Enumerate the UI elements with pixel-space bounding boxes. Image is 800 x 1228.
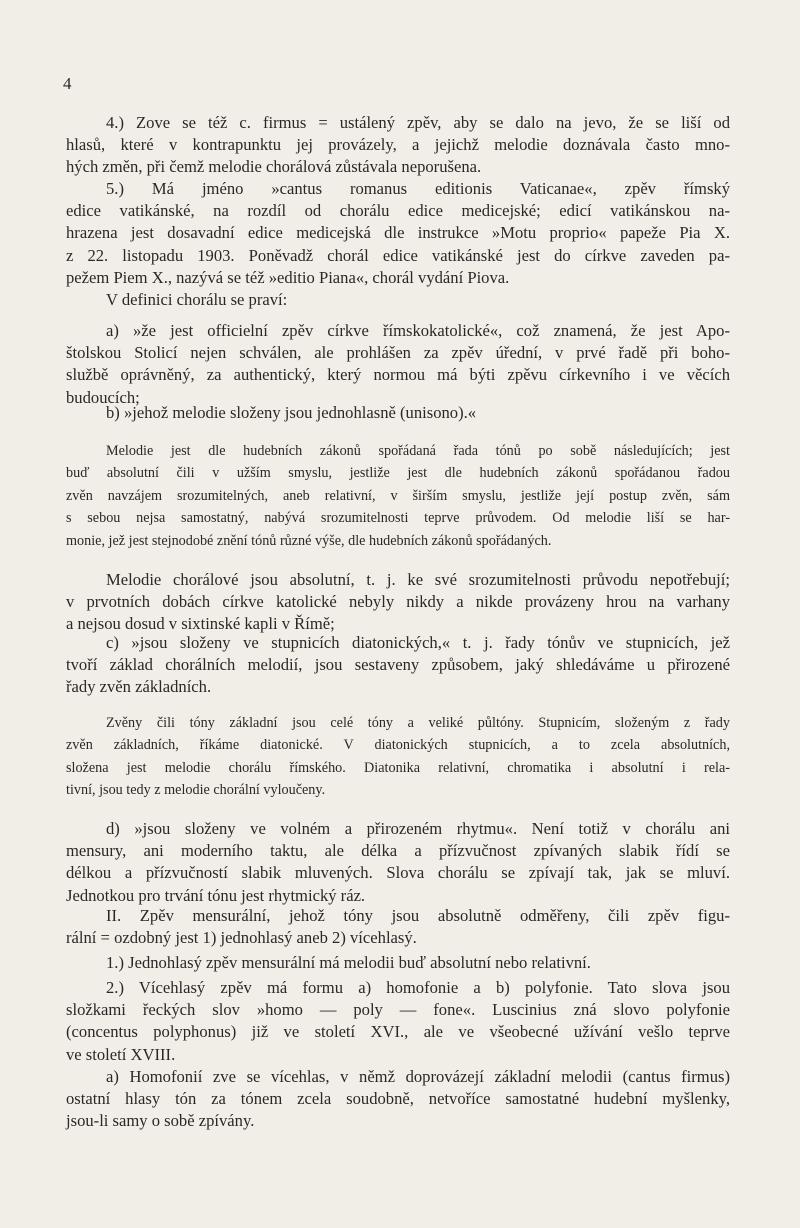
paragraph-absolute-melodies: Melodie chorálové jsou absolutní, t. j. ke své srozumitelnosti průvodu nepotřebují; v prvotních dobách církve katolické nebyly nikdy a nikde provázeny hrou na varhany a nejsou dosud v sixtinské kapli v Římě; [66,570,730,634]
page-number: 4 [63,74,72,93]
paragraph-c-diatonic: c) »jsou složeny ve stupnicích diatonických,« t. j. řady tónův ve stupnicích, jež tvoří základ chorálních melodií, jsou sestaveny způsobem, jaký shledáváme u přirozené řady zvěn základních. [66,633,730,697]
note-zveny: Zvěny čili tóny základní jsou celé tóny a veliké půltóny. Stupnicím, složeným z řady zvěn základních, říkáme diatonické. V diatonických stupnicích, a to zcela absolutních, složena jest melodie chorálu římského. Diatonika relativní, chromatika i absolutní i rela- tivní, jsou tedy z melodie chorální vyloučeny. [66,715,730,799]
paragraph-ii-mensural: II. Zpěv mensurální, jehož tóny jsou absolutně odměřeny, čili zpěv figu- rální = ozdobný jest 1) jednohlasý aneb 2) vícehlasý. [66,906,730,948]
paragraph-2-polyphonic: 2.) Vícehlasý zpěv má formu a) homofonie a b) polyfonie. Tato slova jsou složkami řeckých slov »homo — poly — fone«. Luscinius zná slovo polyfonie (concentus polyphonus) již ve století XVI., ale ve všeobecné užívání vešlo teprve ve století XVIII. [66,978,730,1064]
paragraph-5-vaticana: 5.) Má jméno »cantus romanus editionis Vaticanae«, zpěv římský edice vatikánské, na rozdíl od chorálu edice medicejské; edicí vatikánskou na- hrazena jest dosavadní edice medicejská dle instrukce »Motu proprio« papeže Pia X. z 22. listopadu 1903. Poněvadž chorál edice vatikánské jest do církve zaveden pa- pežem Piem X., nazývá se též »editio Piana«, chorál vydání Piova. [66,179,730,287]
note-melodie: Melodie jest dle hudebních zákonů spořádaná řada tónů po sobě následujících; jest buď absolutní čili v užším smyslu, jestliže jest dle hudebních zákonů spořádanou řadou zvěn navzájem srozumitelných, aneb relativní, v širším smyslu, jestliže její postup zvěn, sám s sebou nejsa samostatný, nabývá srozumitelnosti teprve průvodem. Od melodie liší se har- monie, jež jest stejnodobé znění tónů různé výše, dle hudebních zákonů spořádaných. [66,443,730,549]
paragraph-a-homophony: a) Homofonií zve se vícehlas, v němž doprovázejí základní melodii (cantus firmus) ostatní hlasy tón za tónem zcela soudobně, netvoříce samostatné hudební myšlenky, jsou-li samy o sobě zpívány. [66,1067,730,1131]
paragraph-a-official: a) »že jest officielní zpěv církve římskokatolické«, což znamená, že jest Apo- štolskou Stolicí nejen schválen, ale prohlášen za zpěv úřední, v prvé řadě při boho- službě oprávněný, za authentický, který normou má býti zpěvu církevního i ve věcích budoucích; [66,321,730,407]
paragraph-d-rhythm: d) »jsou složeny ve volném a přirozeném rhytmu«. Není totiž v chorálu ani mensury, ani moderního taktu, ale délka a přízvučnost zpívaných slabik řídí se délkou a přízvučností slabik mluvených. Slova chorálu se zpívají tak, jak se mluví. Jednotkou pro trvání tónu jest rhytmický ráz. [66,819,730,905]
paragraph-4-firmus: 4.) Zove se též c. firmus = ustálený zpěv, aby se dalo na jevo, že se liší od hlasů, které v kontrapunktu jej provázely, a jejichž melodie doznávala často mno- hých změn, při čemž melodie chorálová zůstávala neporušena. [66,113,730,177]
paragraph-b-unisono: b) »jehož melodie složeny jsou jednohlasně (unisono).« [106,403,477,422]
paragraph-definition-intro: V definici chorálu se praví: [106,290,288,309]
paragraph-1-monophonic: 1.) Jednohlasý zpěv mensurální má melodii buď absolutní nebo relativní. [106,953,591,972]
